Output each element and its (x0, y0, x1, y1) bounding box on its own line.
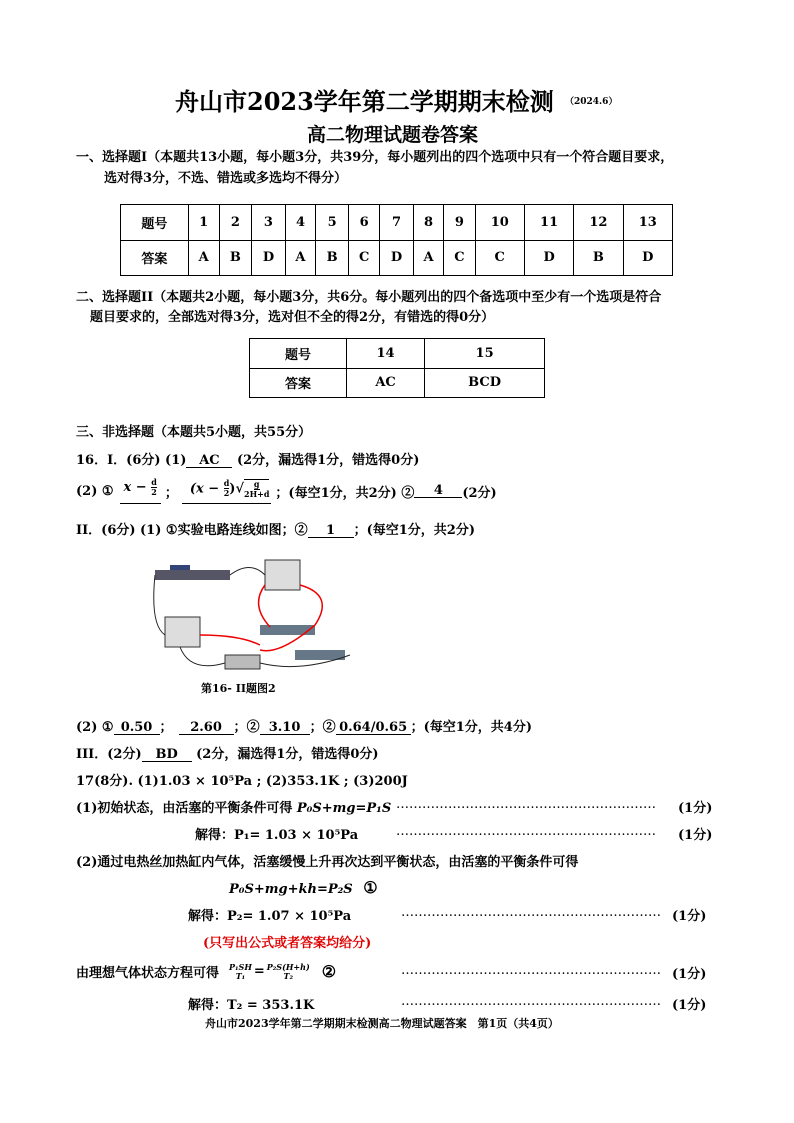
page-subtitle: 高二物理试题卷答案 (307, 124, 479, 146)
score: (1分) (672, 998, 707, 1013)
number-cell: 4 (285, 205, 316, 241)
leader-dots: …………………………………………………… (401, 905, 661, 920)
row-label: 答案 (121, 240, 189, 276)
q17-2-solution: 解得：P₂= 1.07 × 10⁵Pa (188, 909, 352, 924)
q17-1: (1)初始状态，由活塞的平衡条件可得 P₀S+mg=P₁S (76, 801, 392, 816)
score: (1分) (672, 909, 707, 924)
answer-cell: D (380, 240, 413, 276)
number-cell: 13 (623, 205, 672, 241)
q17-2: (2)通过电热丝加热缸内气体，活塞缓慢上升再次达到平衡状态，由活塞的平衡条件可得 (76, 855, 579, 870)
exam-date: （2024.6） (565, 97, 618, 107)
q16-II: II．(6分) (1) ①实验电路连线如图；② 1 ；(每空1分，共2分) (76, 523, 475, 538)
leader-dots: …………………………………………………… (401, 963, 661, 978)
table-row (121, 240, 673, 276)
figure-caption: 第16- II题图2 (201, 682, 276, 695)
number-cell: 10 (475, 205, 524, 241)
blank-1: x − $\frac{d}{2}$ (120, 478, 161, 504)
leader-dots: …………………………………………………… (396, 824, 656, 839)
circuit-diagram-figure (150, 555, 365, 680)
number-cell: 6 (349, 205, 380, 241)
s2-heading: 二、选择题II（本题共2小题，每小题3分，共6分。每小题列出的四个备选项中至少有一个选项是符合 (76, 290, 662, 305)
number-cell: 11 (524, 205, 573, 241)
voltmeter (165, 617, 200, 647)
answer-cell: B (574, 240, 623, 276)
answer-cell: C (475, 240, 524, 276)
answer-cell: A (285, 240, 316, 276)
grading-note: (只写出公式或者答案均给分) (203, 936, 372, 951)
answer-table-1 (120, 204, 673, 276)
answer-table-2 (249, 338, 545, 398)
row-label: 题号 (250, 339, 347, 369)
s3-heading: 三、非选择题（本题共5小题，共55分） (76, 425, 312, 440)
q16-1: 16．I．(6分) (1) AC (2分，漏选得1分，错选得0分) (76, 453, 420, 468)
leader-dots: …………………………………………………… (401, 994, 661, 1009)
q16-2: (2) ① x − $\frac{d}{2}$ ； (x − $\frac{d}{2}$ )√ $\frac{g}{2H+d}$ ；(每空1分，共2分) ② 4 (2分) (76, 478, 497, 504)
s1-heading: 一、选择题I（本题共13小题，每小题3分，共39分，每小题列出的四个选项中只有一个符合题目要求， (76, 150, 674, 165)
answer-cell: A (188, 240, 219, 276)
answer-cell: D (252, 240, 285, 276)
number-cell: 5 (316, 205, 349, 241)
answer-cell: C (349, 240, 380, 276)
number-cell: 2 (219, 205, 252, 241)
answer-cell: BCD (425, 368, 545, 398)
q17-1-solution: 解得：P₁= 1.03 × 10⁵Pa (195, 828, 359, 843)
page-title: 舟山市2023学年第二学期期末检测 (175, 87, 554, 116)
answer-cell: AC (346, 368, 424, 398)
q16-II-2: (2) ① 0.50 ； 2.60 ；② 3.10 ；② 0.64/0.65 ；(每空1分，共4分) (76, 720, 533, 735)
number-cell: 8 (413, 205, 444, 241)
answer-cell: B (219, 240, 252, 276)
score: (1分) (678, 801, 713, 816)
ammeter (265, 560, 300, 590)
number-cell: 12 (574, 205, 623, 241)
score: (1分) (678, 828, 713, 843)
answer-cell: D (524, 240, 573, 276)
number-cell: 7 (380, 205, 413, 241)
answer-cell: B (316, 240, 349, 276)
q17-2-eq: P₀S+mg+kh=P₂S ① (229, 878, 378, 897)
score: (1分) (672, 967, 707, 982)
answer-cell: D (623, 240, 672, 276)
table-row (250, 339, 545, 369)
number-cell: 14 (346, 339, 424, 369)
q16-III: III．(2分) BD (2分，漏选得1分，错选得0分) (76, 747, 379, 762)
table-row (121, 205, 673, 241)
page-footer: 舟山市2023学年第二学期期末检测高二物理试题答案 第1页（共4页） (205, 1017, 559, 1030)
leader-dots: …………………………………………………… (396, 797, 656, 812)
row-label: 题号 (121, 205, 189, 241)
table-row (250, 368, 545, 398)
blank-2: (x − $\frac{d}{2}$ )√ $\frac{g}{2H+d}$ (182, 479, 272, 504)
row-label: 答案 (250, 368, 347, 398)
number-cell: 3 (252, 205, 285, 241)
q17-summary: 17(8分). (1)1.03 × 10⁵Pa ; (2)353.1K ; (3)200J (76, 774, 408, 789)
battery (225, 655, 260, 669)
answer-cell: A (413, 240, 444, 276)
answer-cell: C (444, 240, 475, 276)
s1-heading-2: 选对得3分，不选、错选或多选均不得分） (104, 171, 348, 186)
switch (260, 625, 315, 635)
q17-3-solution: 解得：T₂ = 353.1K (188, 998, 315, 1013)
s2-heading-2: 题目要求的，全部选对得3分，选对但不全的得2分，有错选的得0分） (90, 310, 495, 325)
number-cell: 15 (425, 339, 545, 369)
number-cell: 1 (188, 205, 219, 241)
rheostat (155, 570, 230, 580)
q17-3: 由理想气体状态方程可得 P₁SH T₁ = P₂S(H+h) T₂ ② (76, 961, 337, 981)
number-cell: 9 (444, 205, 475, 241)
